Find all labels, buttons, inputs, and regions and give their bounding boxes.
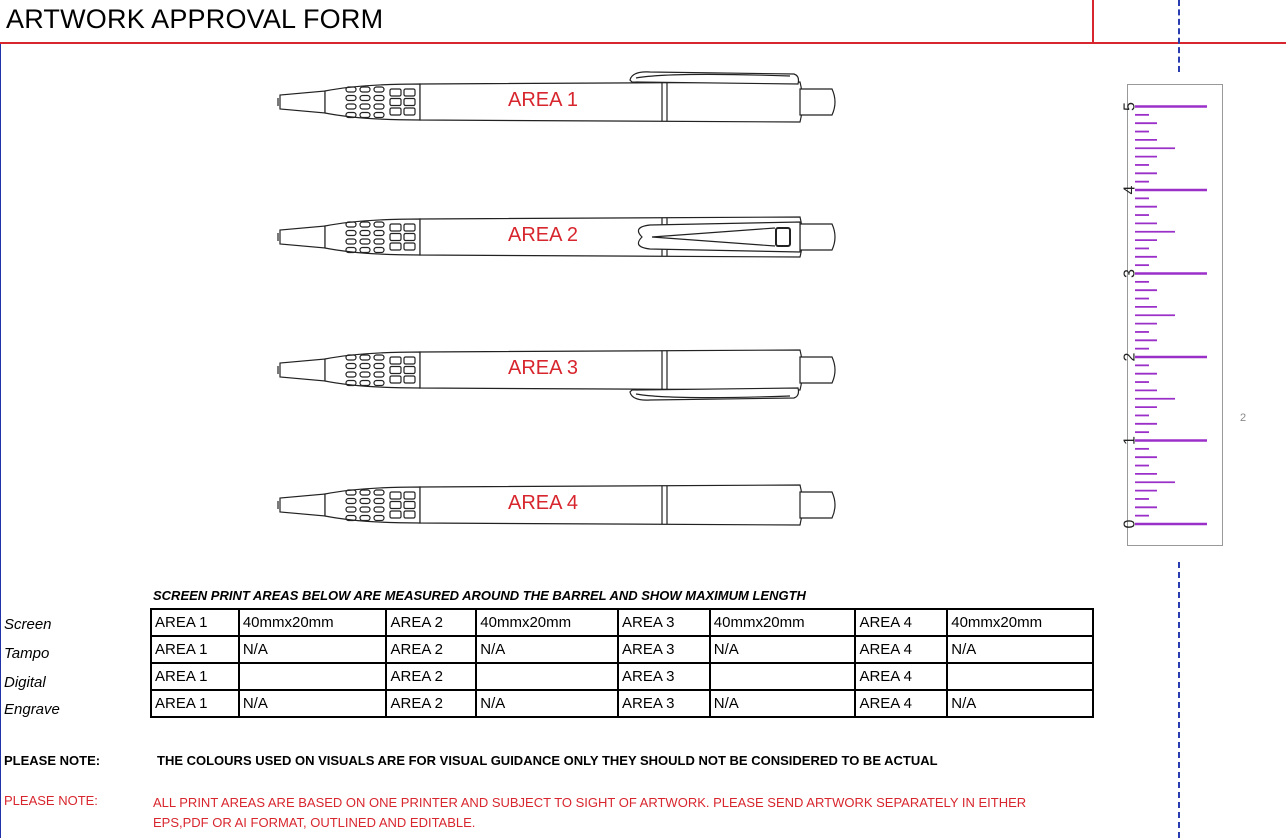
ruler-label: 4 (1121, 185, 1139, 195)
table-cell: AREA 4 (855, 636, 947, 663)
table-cell: AREA 1 (151, 690, 239, 717)
table-cell: AREA 2 (386, 636, 476, 663)
table-cell: AREA 1 (151, 636, 239, 663)
table-cell: N/A (710, 690, 856, 717)
table-cell: N/A (710, 636, 856, 663)
table-cell (947, 663, 1093, 690)
row-label-tampo: Tampo (4, 645, 50, 662)
note-label-artwork: PLEASE NOTE: (4, 793, 98, 808)
ruler-label: 1 (1121, 436, 1139, 445)
note-text-artwork (153, 793, 1026, 833)
table-cell: AREA 3 (618, 609, 710, 636)
table-cell: AREA 2 (386, 609, 476, 636)
ruler (1121, 84, 1223, 546)
table-cell: AREA 4 (855, 663, 947, 690)
ruler-label: 5 (1121, 102, 1139, 111)
pen-label-area-4: AREA 4 (508, 492, 579, 514)
pen-label-area-2: AREA 2 (508, 224, 579, 246)
ruler-label: 2 (1121, 352, 1139, 362)
fold-line-top (1178, 0, 1180, 72)
form-title: ARTWORK APPROVAL FORM (6, 4, 384, 34)
table-cell: AREA 1 (151, 609, 239, 636)
table-cell: N/A (947, 636, 1093, 663)
table-cell: AREA 3 (618, 690, 710, 717)
table-row-screen (151, 609, 1093, 636)
table-row-engrave (151, 690, 1093, 717)
table-cell: AREA 2 (386, 690, 476, 717)
row-label-engrave: Engrave (4, 701, 60, 718)
row-label-digital: Digital (4, 674, 46, 691)
table-cell: N/A (239, 690, 387, 717)
table-cell: N/A (947, 690, 1093, 717)
page-left-border (0, 44, 1, 838)
table-cell: AREA 4 (855, 609, 947, 636)
table-cell: 40mmx20mm (476, 609, 618, 636)
table-cell (239, 663, 387, 690)
table-cell: 40mmx20mm (947, 609, 1093, 636)
table-cell: AREA 1 (151, 663, 239, 690)
table-cell: AREA 2 (386, 663, 476, 690)
table-cell: N/A (476, 690, 618, 717)
side-page-number: 2 (1240, 412, 1247, 424)
table-row-tampo (151, 636, 1093, 663)
table-cell: 40mmx20mm (710, 609, 856, 636)
note-text-artwork-line2: EPS,PDF OR AI FORMAT, OUTLINED AND EDITABLE. (153, 815, 476, 830)
header-vertical-divider (1092, 0, 1094, 43)
table-row-digital (151, 663, 1093, 690)
print-areas-heading: SCREEN PRINT AREAS BELOW ARE MEASURED AROUND THE BARREL AND SHOW MAXIMUM LENGTH (153, 588, 806, 603)
ruler-label: 0 (1121, 519, 1139, 529)
table-cell: N/A (239, 636, 387, 663)
row-label-screen: Screen (4, 616, 52, 633)
pen-label-area-3: AREA 3 (508, 357, 579, 379)
pen-label-area-1: AREA 1 (508, 89, 579, 111)
table-cell: N/A (476, 636, 618, 663)
table-cell: AREA 3 (618, 663, 710, 690)
note-text-artwork-line1: ALL PRINT AREAS ARE BASED ON ONE PRINTER AND SUBJECT TO SIGHT OF ARTWORK. PLEASE SEND ARTWORK SEPARATELY IN EITHER (153, 795, 1027, 810)
table-cell (710, 663, 856, 690)
table-cell: AREA 4 (855, 690, 947, 717)
table-cell (476, 663, 618, 690)
table-cell: AREA 3 (618, 636, 710, 663)
fold-line-bottom (1178, 562, 1180, 838)
note-text-colours: THE COLOURS USED ON VISUALS ARE FOR VISUAL GUIDANCE ONLY THEY SHOULD NOT BE CONSIDERED TO BE ACTUAL (157, 753, 938, 768)
ruler-label: 3 (1121, 269, 1139, 278)
table-cell: 40mmx20mm (239, 609, 387, 636)
print-areas-table (150, 608, 1094, 718)
note-label-colours: PLEASE NOTE: (4, 753, 101, 768)
